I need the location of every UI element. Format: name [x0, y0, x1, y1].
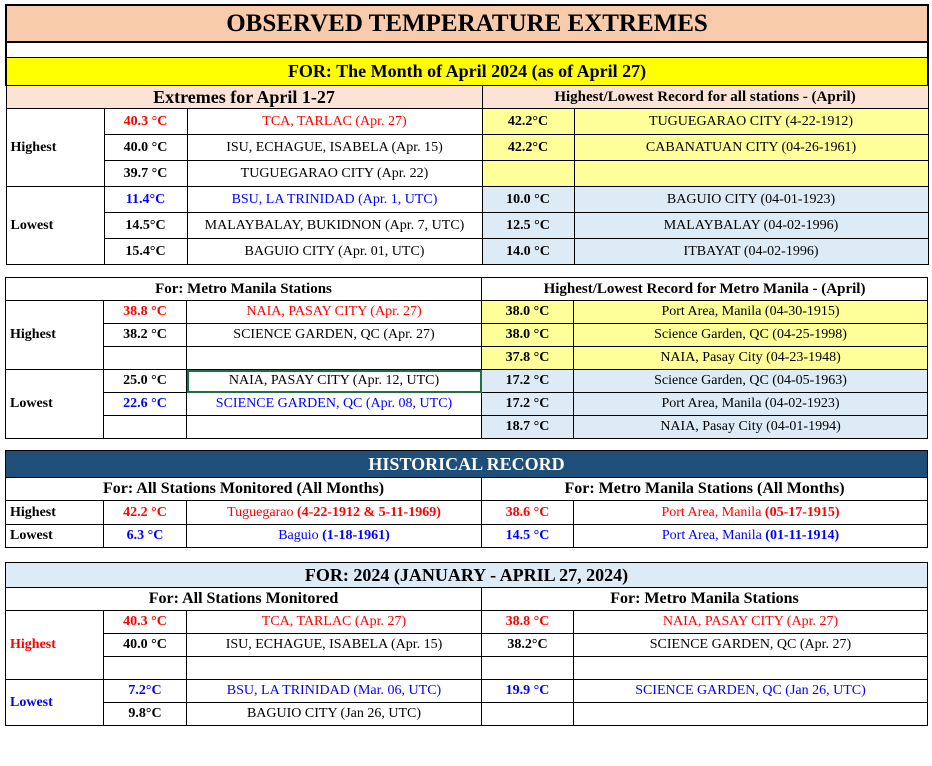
section3-right-header: For: Metro Manila Stations (All Months)	[482, 478, 928, 501]
section3-left-header: For: All Stations Monitored (All Months)	[6, 478, 482, 501]
lowest-label: Lowest	[6, 187, 104, 265]
record-value: 14.5 °C	[482, 525, 574, 548]
station-cell-selected[interactable]: NAIA, PASAY CITY (Apr. 12, UTC)	[187, 370, 482, 393]
temp-value: 40.3 °C	[104, 109, 187, 135]
record-value: 38.8 °C	[482, 611, 574, 634]
station-cell	[187, 347, 482, 370]
temp-value: 39.7 °C	[104, 161, 187, 187]
record-value	[482, 703, 574, 726]
record-station: Port Area, Manila (04-30-1915)	[574, 301, 928, 324]
record-station: CABANATUAN CITY (04-26-1961)	[574, 135, 928, 161]
station-date: (1-18-1961)	[322, 528, 390, 543]
year-2024-table	[5, 562, 928, 726]
month-bar: FOR: The Month of April 2024 (as of April 27)	[6, 58, 928, 86]
section1-left-header: Extremes for April 1-27	[6, 86, 482, 109]
station-cell: TUGUEGARAO CITY (Apr. 22)	[187, 161, 482, 187]
record-station: SCIENCE GARDEN, QC (Jan 26, UTC)	[574, 680, 928, 703]
station-cell: ISU, ECHAGUE, ISABELA (Apr. 15)	[187, 135, 482, 161]
temp-value: 42.2 °C	[104, 501, 187, 525]
record-station	[574, 657, 928, 680]
record-value: 12.5 °C	[482, 213, 574, 239]
historical-record-table	[5, 450, 928, 548]
record-value: 17.2 °C	[482, 393, 574, 416]
section4-right-header: For: Metro Manila Stations	[482, 588, 928, 611]
spacer-row	[6, 42, 928, 58]
station-cell: BSU, LA TRINIDAD (Apr. 1, UTC)	[187, 187, 482, 213]
april-extremes-table	[5, 4, 929, 265]
temp-value: 25.0 °C	[104, 370, 187, 393]
record-value: 38.2°C	[482, 634, 574, 657]
record-station: MALAYBALAY (04-02-1996)	[574, 213, 928, 239]
station-name: Tuguegarao	[227, 504, 297, 520]
record-station: Port Area, Manila (04-02-1923)	[574, 393, 928, 416]
record-station	[574, 703, 928, 726]
station-cell	[187, 416, 482, 439]
temp-value	[104, 347, 187, 370]
page-title: OBSERVED TEMPERATURE EXTREMES	[6, 5, 928, 42]
record-value: 42.2°C	[482, 109, 574, 135]
station-cell: SCIENCE GARDEN, QC (Apr. 27)	[187, 324, 482, 347]
record-value: 38.6 °C	[482, 501, 574, 525]
temp-value: 38.2 °C	[104, 324, 187, 347]
station-cell: TCA, TARLAC (Apr. 27)	[187, 109, 482, 135]
record-value: 14.0 °C	[482, 239, 574, 265]
record-station: NAIA, PASAY CITY (Apr. 27)	[574, 611, 928, 634]
temp-value: 15.4°C	[104, 239, 187, 265]
lowest-label: Lowest	[6, 525, 104, 548]
record-value	[482, 657, 574, 680]
temp-value: 40.0 °C	[104, 634, 187, 657]
station-date: (01-11-1914)	[765, 528, 840, 543]
station-name: Baguio	[278, 528, 323, 543]
metro-manila-april-table	[5, 277, 928, 439]
station-date: (4-22-1912 & 5-11-1969)	[297, 504, 441, 520]
temp-value: 14.5°C	[104, 213, 187, 239]
record-station: Science Garden, QC (04-05-1963)	[574, 370, 928, 393]
highest-label: Highest	[6, 109, 104, 187]
record-value: 38.0 °C	[482, 324, 574, 347]
temp-value: 9.8°C	[104, 703, 187, 726]
record-value: 17.2 °C	[482, 370, 574, 393]
station-cell	[187, 501, 482, 525]
historical-title: HISTORICAL RECORD	[6, 451, 928, 478]
section4-left-header: For: All Stations Monitored	[6, 588, 482, 611]
record-station: ITBAYAT (04-02-1996)	[574, 239, 928, 265]
highest-label: Highest	[6, 501, 104, 525]
year-title: FOR: 2024 (JANUARY - APRIL 27, 2024)	[6, 563, 928, 588]
station-date: (05-17-1915)	[764, 504, 840, 520]
station-cell: MALAYBALAY, BUKIDNON (Apr. 7, UTC)	[187, 213, 482, 239]
record-value: 19.9 °C	[482, 680, 574, 703]
temperature-sheet	[5, 4, 927, 726]
temp-value: 40.3 °C	[104, 611, 187, 634]
temp-value	[104, 657, 187, 680]
station-cell	[187, 525, 482, 548]
record-station: Science Garden, QC (04-25-1998)	[574, 324, 928, 347]
record-station: TUGUEGARAO CITY (4-22-1912)	[574, 109, 928, 135]
temp-value: 38.8 °C	[104, 301, 187, 324]
highest-label: Highest	[6, 301, 104, 370]
record-value	[482, 161, 574, 187]
temp-value	[104, 416, 187, 439]
section2-left-header: For: Metro Manila Stations	[6, 278, 482, 301]
station-cell: TCA, TARLAC (Apr. 27)	[187, 611, 482, 634]
temp-value: 6.3 °C	[104, 525, 187, 548]
lowest-label: Lowest	[6, 370, 104, 439]
record-station: NAIA, Pasay City (04-01-1994)	[574, 416, 928, 439]
station-cell: SCIENCE GARDEN, QC (Apr. 08, UTC)	[187, 393, 482, 416]
temp-value: 22.6 °C	[104, 393, 187, 416]
record-value: 37.8 °C	[482, 347, 574, 370]
station-cell: BAGUIO CITY (Jan 26, UTC)	[187, 703, 482, 726]
record-value: 38.0 °C	[482, 301, 574, 324]
record-station	[574, 501, 928, 525]
station-name: Port Area, Manila	[661, 504, 765, 520]
temp-value: 40.0 °C	[104, 135, 187, 161]
record-value: 10.0 °C	[482, 187, 574, 213]
temp-value: 7.2°C	[104, 680, 187, 703]
lowest-label: Lowest	[6, 680, 104, 726]
highest-label: Highest	[6, 611, 104, 680]
station-cell	[187, 657, 482, 680]
record-station: NAIA, Pasay City (04-23-1948)	[574, 347, 928, 370]
record-value: 18.7 °C	[482, 416, 574, 439]
station-cell: NAIA, PASAY CITY (Apr. 27)	[187, 301, 482, 324]
record-value: 42.2°C	[482, 135, 574, 161]
section1-right-header: Highest/Lowest Record for all stations - (April)	[482, 86, 928, 109]
station-cell: BSU, LA TRINIDAD (Mar. 06, UTC)	[187, 680, 482, 703]
record-station	[574, 525, 928, 548]
section2-right-header: Highest/Lowest Record for Metro Manila - (April)	[482, 278, 928, 301]
record-station	[574, 161, 928, 187]
temp-value: 11.4°C	[104, 187, 187, 213]
station-cell: BAGUIO CITY (Apr. 01, UTC)	[187, 239, 482, 265]
record-station: BAGUIO CITY (04-01-1923)	[574, 187, 928, 213]
station-cell: ISU, ECHAGUE, ISABELA (Apr. 15)	[187, 634, 482, 657]
station-name: Port Area, Manila	[661, 528, 766, 543]
record-station: SCIENCE GARDEN, QC (Apr. 27)	[574, 634, 928, 657]
